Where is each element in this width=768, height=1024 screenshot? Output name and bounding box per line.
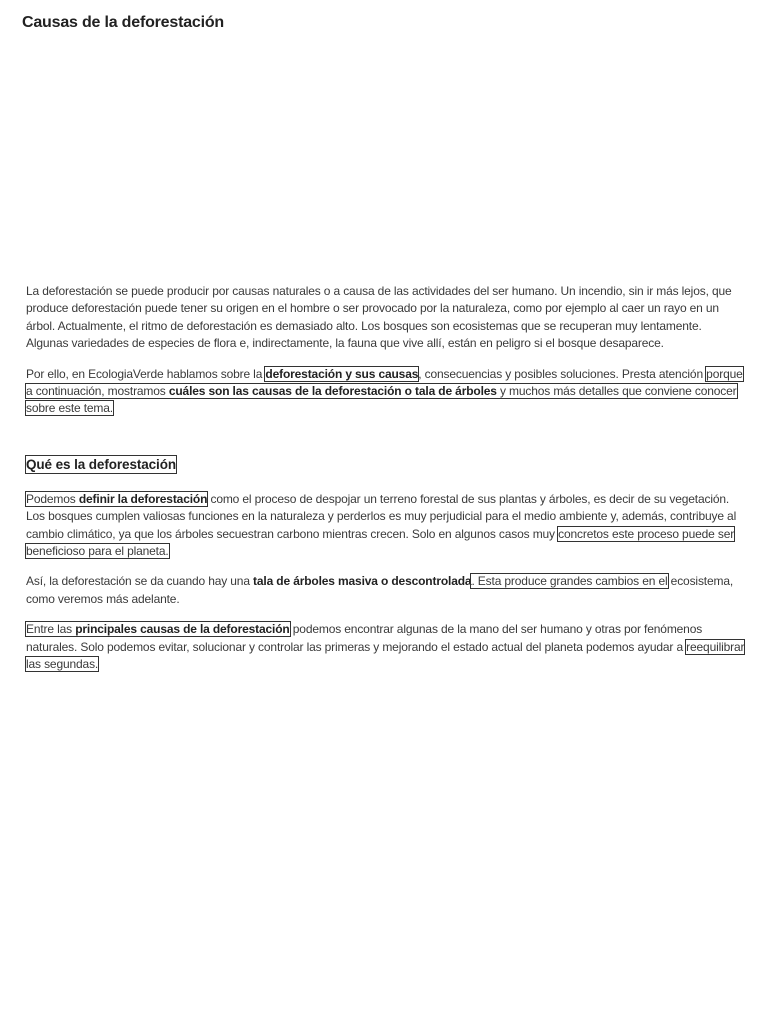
tala-text-3: ecosistema, como veremos más adelante. — [26, 574, 734, 606]
principales-causas-bold: principales causas de la deforestación — [75, 622, 290, 637]
causes-text-2: podemos encontrar algunas de la mano del ser humano y otras por fenómenos naturales. Solo podemos evitar, solucionar y controlar las primeras y mejorando el estado actual del planeta podemos ayudar a — [26, 622, 703, 654]
definir-deforestacion-bold: definir la deforestación — [78, 491, 208, 506]
deforestacion-causas-link[interactable]: deforestación y sus causas — [265, 366, 419, 381]
definition-text-1: Podemos — [26, 491, 79, 506]
causes-end-highlight[interactable]: reequilibrar las segundas. — [26, 639, 745, 672]
tala-text-1: Así, la deforestación se da cuando hay una — [26, 574, 254, 589]
tala-masiva-bold: tala de árboles masiva o descontrolada — [253, 574, 472, 589]
ecologiaverde-text-3: porque a continuación, mostramos — [26, 366, 743, 399]
definition-end-highlight[interactable]: concretos este proceso puede ser beneficioso para el planeta. — [26, 526, 735, 559]
causes-text-1: Entre las — [26, 622, 76, 637]
ecologiaverde-text-2: , consecuencias y posibles soluciones. Presta atención — [418, 366, 707, 381]
ecologiaverde-text-4: y muchos más detalles que conviene conocer sobre este tema. — [26, 384, 737, 416]
page-title: Causas de la deforestación — [22, 14, 224, 31]
ecologiaverde-paragraph — [26, 366, 746, 418]
definition-paragraph — [26, 491, 746, 561]
ecologiaverde-text-1: Por ello, en EcologiaVerde hablamos sobre la — [26, 366, 266, 381]
intro-paragraph: La deforestación se puede producir por causas naturales o a causa de las actividades del ser humano. Un incendio, sin ir más lejos, que produce deforestación puede tener su origen en el hombre o ser provocado por la naturaleza, como por ejemplo al caer un rayo en un árbol. Actualmente, el ritmo de deforestación es demasiado alto. Los bosques son ecosistemas que se recuperan muy lentamente. Algunas variedades de especies de flora e, indirectamente, la fauna que vive allí, están en peligro si el bosque desaparece. — [26, 284, 732, 351]
section-heading-que-es[interactable]: Qué es la deforestación — [26, 456, 177, 472]
causes-paragraph — [26, 621, 746, 673]
tala-highlight[interactable]: . Esta produce grandes cambios en el — [471, 574, 668, 589]
definition-highlight[interactable] — [26, 492, 207, 506]
causas-tala-arboles-bold: cuáles son las causas de la deforestación o tala de árboles — [168, 384, 497, 399]
article-body — [26, 283, 746, 687]
definition-text-2: como el proceso de despojar un terreno forestal de sus plantas y árboles, es decir de su vegetación. Los bosques cumplen valiosas funciones en la naturaleza y perderlos es muy perjudicial para el medio ambiente y, además, contribuye al cambio climático, ya que los árboles secuestran carbono mientras crecen. Solo en algunos casos muy — [26, 491, 737, 541]
tala-paragraph — [26, 573, 746, 608]
causes-highlight[interactable] — [26, 622, 290, 636]
heading-wrap — [26, 436, 746, 482]
